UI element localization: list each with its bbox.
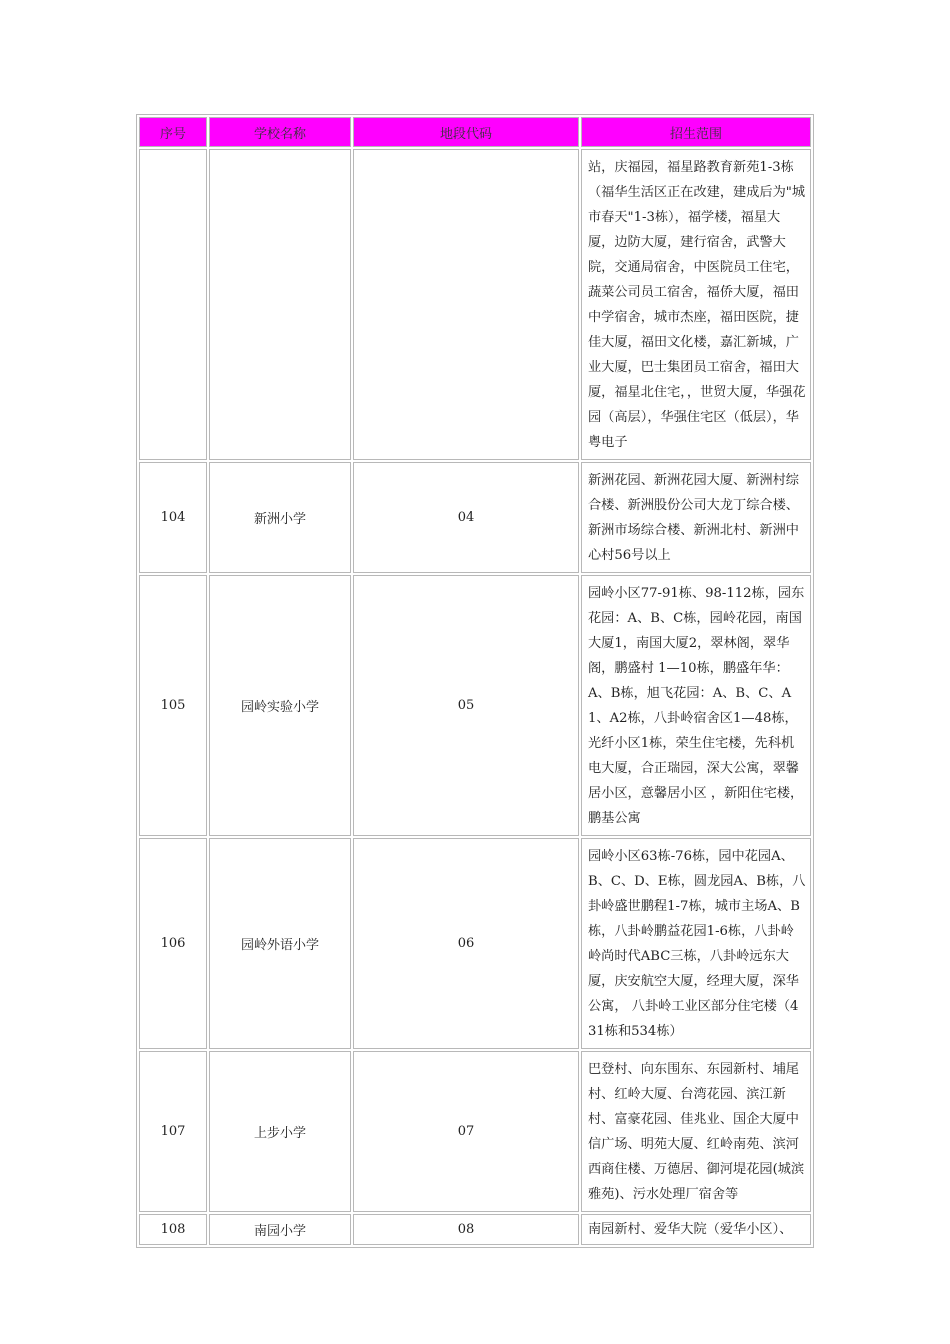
cell-district-code: 04 xyxy=(353,462,579,573)
cell-number: 105 xyxy=(139,575,207,836)
cell-district-code xyxy=(353,149,579,460)
cell-school-name: 南园小学 xyxy=(209,1214,351,1245)
cell-district-code: 06 xyxy=(353,838,579,1049)
table-body xyxy=(139,149,811,1245)
table-row xyxy=(139,462,811,573)
header-row xyxy=(139,117,811,147)
table-header xyxy=(139,117,811,147)
enrollment-table xyxy=(136,114,814,1248)
table-row xyxy=(139,838,811,1049)
table-row xyxy=(139,1051,811,1212)
cell-number: 106 xyxy=(139,838,207,1049)
cell-number: 104 xyxy=(139,462,207,573)
cell-number: 107 xyxy=(139,1051,207,1212)
cell-enrollment-range: 园岭小区63栋-76栋，园中花园A、B、C、D、E栋，圆龙园A、B栋，八卦岭盛世鹏程1-7栋，城市主场A、B栋，八卦岭鹏益花园1-6栋，八卦岭岭尚时代ABC三栋，八卦岭远东大厦，庆安航空大厦，经理大厦，深华公寓， 八卦岭工业区部分住宅楼（431栋和534栋） xyxy=(581,838,811,1049)
cell-enrollment-range: 南园新村、爱华大院（爱华小区）、 xyxy=(581,1214,811,1245)
cell-enrollment-range: 园岭小区77-91栋、98-112栋，园东花园：A、B、C栋，园岭花园，南国大厦1，南国大厦2，翠林阁，翠华阁，鹏盛村 1—10栋，鹏盛年华：A、B栋，旭飞花园：A、B、C、A1、A2栋，八卦岭宿舍区1—48栋，光纤小区1栋，荣生住宅楼，先科机电大厦，合正瑞园，深大公寓，翠馨居小区，意馨居小区 ，新阳住宅楼，鹏基公寓 xyxy=(581,575,811,836)
header-district-code: 地段代码 xyxy=(353,117,579,147)
cell-district-code: 07 xyxy=(353,1051,579,1212)
cell-school-name: 上步小学 xyxy=(209,1051,351,1212)
cell-number xyxy=(139,149,207,460)
cell-school-name xyxy=(209,149,351,460)
table-row xyxy=(139,1214,811,1245)
cell-school-name: 园岭实验小学 xyxy=(209,575,351,836)
cell-school-name: 新洲小学 xyxy=(209,462,351,573)
table-row xyxy=(139,575,811,836)
header-number: 序号 xyxy=(139,117,207,147)
cell-school-name: 园岭外语小学 xyxy=(209,838,351,1049)
table-row xyxy=(139,149,811,460)
cell-enrollment-range: 巴登村、向东围东、东园新村、埔尾村、红岭大厦、台湾花园、滨江新村、富豪花园、佳兆业、国企大厦中信广场、明苑大厦、红岭南苑、滨河西商住楼、万德居、御河堤花园(城滨雅苑)、污水处理厂宿舍等 xyxy=(581,1051,811,1212)
cell-enrollment-range: 新洲花园、新洲花园大厦、新洲村综合楼、新洲股份公司大龙丁综合楼、新洲市场综合楼、新洲北村、新洲中心村56号以上 xyxy=(581,462,811,573)
header-enrollment-range: 招生范围 xyxy=(581,117,811,147)
header-school-name: 学校名称 xyxy=(209,117,351,147)
cell-enrollment-range: 站，庆福园，福星路教育新苑1-3栋 （福华生活区正在改建，建成后为"城市春天"1-3栋），福学楼，福星大厦，边防大厦，建行宿舍，武警大院，交通局宿舍，中医院员工住宅，蔬菜公司员工宿舍，福侨大厦，福田中学宿舍，城市杰座，福田医院，捷佳大厦，福田文化楼，嘉汇新城，广业大厦，巴士集团员工宿舍，福田大厦，福星北住宅，，世贸大厦，华强花园（高层），华强住宅区（低层），华粤电子 xyxy=(581,149,811,460)
cell-district-code: 08 xyxy=(353,1214,579,1245)
cell-number: 108 xyxy=(139,1214,207,1245)
cell-district-code: 05 xyxy=(353,575,579,836)
